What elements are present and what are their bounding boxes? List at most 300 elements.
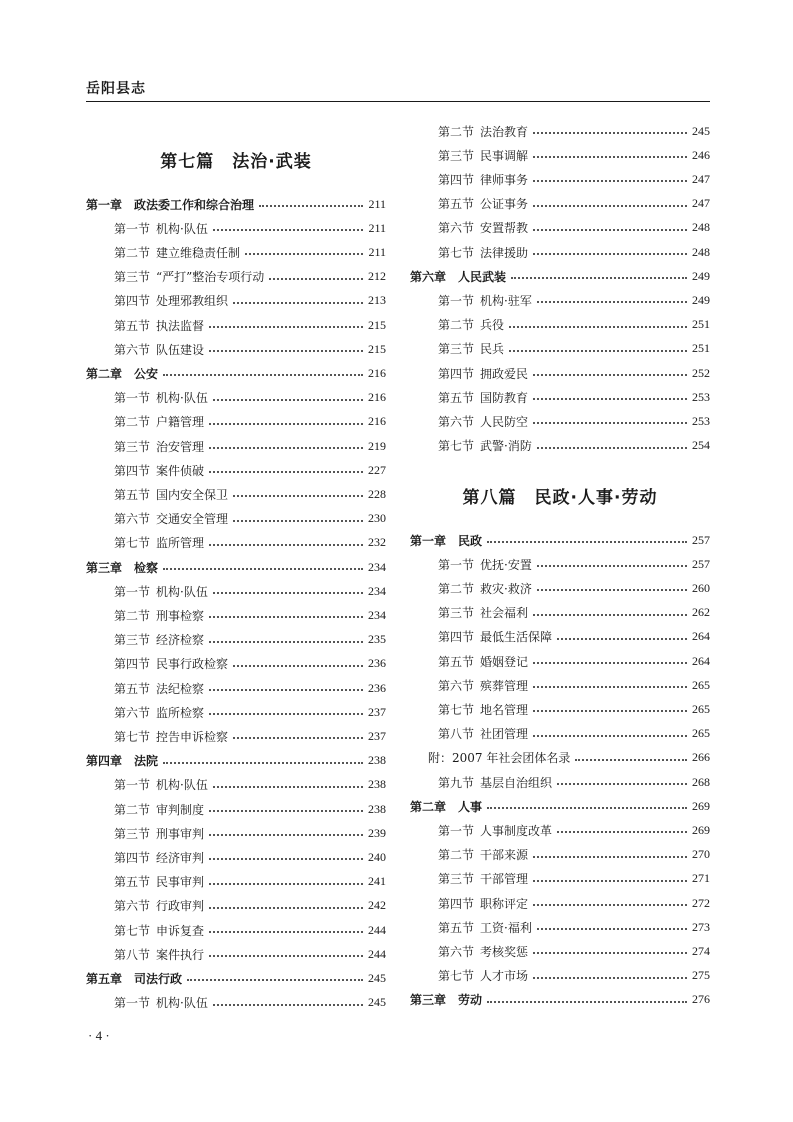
toc-entry-page: 271 <box>692 871 710 886</box>
toc-entry-title: 救灾·救济 <box>480 581 532 596</box>
toc-entry-page: 269 <box>692 798 710 813</box>
toc-section-entry[interactable] <box>86 533 386 553</box>
toc-section-entry[interactable] <box>86 630 386 650</box>
toc-section-entry[interactable] <box>86 993 386 1013</box>
toc-section-entry[interactable] <box>410 339 710 359</box>
toc-section-entry[interactable] <box>86 944 386 964</box>
dot-leader <box>575 759 687 761</box>
toc-section-entry[interactable] <box>410 194 710 214</box>
dot-leader <box>233 665 363 667</box>
toc-section-entry[interactable] <box>410 820 710 840</box>
toc-entry-label <box>86 801 204 818</box>
toc-entry-label <box>410 195 528 212</box>
toc-entry-number: 第五节 <box>438 390 475 405</box>
toc-entry-page: 252 <box>692 365 710 380</box>
toc-section-entry[interactable] <box>86 460 386 480</box>
toc-entry-page: 232 <box>368 535 386 550</box>
toc-entry-label <box>410 532 482 549</box>
toc-entry-label <box>410 389 528 406</box>
toc-section-entry[interactable] <box>410 627 710 647</box>
toc-chapter-entry[interactable] <box>410 796 710 816</box>
toc-section-entry[interactable] <box>86 896 386 916</box>
toc-entry-page: 211 <box>368 244 386 259</box>
toc-entry-title: 队伍建设 <box>156 342 205 357</box>
toc-section-entry[interactable] <box>410 121 710 141</box>
toc-entry-page: 246 <box>692 147 710 162</box>
toc-entry-number: 第一节 <box>114 996 151 1011</box>
toc-entry-page: 249 <box>692 268 710 283</box>
dot-leader <box>557 831 687 833</box>
toc-section-entry[interactable] <box>86 388 386 408</box>
toc-entry-title: 法律援助 <box>480 245 529 260</box>
toc-entry-title: 民政 <box>458 533 483 548</box>
toc-section-entry[interactable] <box>410 387 710 407</box>
toc-entry-label <box>410 580 532 597</box>
dot-leader <box>533 422 687 424</box>
toc-entry-number: 第二节 <box>438 848 475 863</box>
toc-entry-number: 第四节 <box>114 463 151 478</box>
toc-section-entry[interactable] <box>86 726 386 746</box>
toc-entry-label <box>410 244 528 261</box>
toc-entry-page: 274 <box>692 943 710 958</box>
toc-entry-number: 第五章 <box>86 971 123 986</box>
toc-entry-title: 民事审判 <box>156 875 205 890</box>
toc-entry-title: 社会福利 <box>480 606 529 621</box>
toc-entry-page: 264 <box>692 629 710 644</box>
dot-leader <box>533 710 687 712</box>
toc-section-entry[interactable] <box>410 578 710 598</box>
toc-entry-page: 265 <box>692 677 710 692</box>
toc-entry-number: 第三节 <box>114 439 151 454</box>
toc-entry-page: 235 <box>368 632 386 647</box>
toc-entry-number: 第七节 <box>114 729 151 744</box>
toc-section-entry[interactable] <box>410 966 710 986</box>
toc-entry-label <box>410 437 532 454</box>
toc-entry-number: 第二节 <box>438 581 475 596</box>
dot-leader <box>245 253 363 255</box>
toc-entry-page: 213 <box>368 293 386 308</box>
dot-leader <box>187 979 363 981</box>
toc-entry-page: 275 <box>692 968 710 983</box>
page-number: · 4 · <box>88 1028 110 1043</box>
toc-entry-label <box>86 752 158 769</box>
toc-entry-number: 第八节 <box>438 727 475 742</box>
toc-entry-page: 257 <box>692 532 710 547</box>
toc-entry-label <box>410 219 528 236</box>
toc-section-entry[interactable] <box>86 412 386 432</box>
toc-entry-title: 人民防空 <box>480 414 529 429</box>
toc-entry-number: 第二节 <box>114 802 151 817</box>
toc-entry-title: 法院 <box>134 754 159 769</box>
toc-entry-page: 248 <box>692 244 710 259</box>
toc-chapter-entry[interactable] <box>86 751 386 771</box>
toc-section-entry[interactable] <box>86 484 386 504</box>
toc-entry-number: 第六节 <box>438 221 475 236</box>
toc-entry-title: 控告申诉检察 <box>156 729 229 744</box>
toc-entry-label <box>410 653 528 670</box>
toc-entry-label <box>410 749 570 766</box>
toc-entry-title: 职称评定 <box>480 896 529 911</box>
toc-section-entry[interactable] <box>410 699 710 719</box>
toc-entry-title: 拥政爱民 <box>480 366 529 381</box>
toc-chapter-entry[interactable] <box>86 194 386 214</box>
toc-entry-label <box>86 655 228 672</box>
toc-entry-page: 236 <box>368 680 386 695</box>
toc-entry-title: 国防教育 <box>480 390 529 405</box>
dot-leader <box>533 205 687 207</box>
dot-leader <box>209 883 363 885</box>
toc-section-entry[interactable] <box>410 363 710 383</box>
toc-entry-label <box>410 774 552 791</box>
toc-entry-label <box>410 365 528 382</box>
toc-entry-label <box>86 559 158 576</box>
toc-entry-number: 第四章 <box>86 754 123 769</box>
toc-entry-title: 民兵 <box>480 342 505 357</box>
dot-leader <box>533 374 687 376</box>
toc-chapter-entry[interactable] <box>410 530 710 550</box>
toc-entry-label <box>86 268 264 285</box>
toc-entry-page: 244 <box>368 922 386 937</box>
toc-entry-page: 268 <box>692 774 710 789</box>
toc-entry-title: 案件执行 <box>156 947 205 962</box>
toc-entry-title: 民事行政检察 <box>156 657 229 672</box>
toc-entry-number: 第七节 <box>438 969 475 984</box>
toc-entry-label <box>410 292 532 309</box>
toc-section-entry[interactable] <box>410 145 710 165</box>
toc-entry-page: 237 <box>368 704 386 719</box>
dot-leader <box>209 616 363 618</box>
toc-entry-number: 第四节 <box>438 630 475 645</box>
toc-entry-page: 216 <box>368 414 386 429</box>
toc-section-entry[interactable] <box>86 775 386 795</box>
toc-entry-label <box>410 628 552 645</box>
toc-entry-title: 殡葬管理 <box>480 678 529 693</box>
dot-leader <box>209 423 363 425</box>
toc-section-entry[interactable] <box>86 436 386 456</box>
toc-entry-number: 第五节 <box>438 920 475 935</box>
toc-entry-page: 234 <box>368 607 386 622</box>
toc-section-entry[interactable] <box>86 581 386 601</box>
toc-entry-number: 第六节 <box>438 944 475 959</box>
dot-leader <box>163 374 363 376</box>
toc-section-entry[interactable] <box>410 772 710 792</box>
toc-entry-label <box>410 147 528 164</box>
toc-entry-number: 第二节 <box>114 415 151 430</box>
toc-entry-label <box>86 389 208 406</box>
dot-leader <box>209 544 363 546</box>
toc-entry-page: 251 <box>692 317 710 332</box>
toc-entry-page: 262 <box>692 605 710 620</box>
toc-entry-title: “严打”整治专项行动 <box>156 270 265 285</box>
toc-entry-number: 第六节 <box>114 512 151 527</box>
toc-section-entry[interactable] <box>410 169 710 189</box>
toc-section-entry[interactable] <box>410 218 710 238</box>
toc-section-entry[interactable] <box>410 554 710 574</box>
toc-entry-label <box>86 510 228 527</box>
toc-entry-page: 242 <box>368 898 386 913</box>
toc-entry-title: 经济检察 <box>156 633 205 648</box>
toc-section-entry[interactable] <box>86 702 386 722</box>
dot-leader <box>209 641 363 643</box>
toc-entry-label <box>86 873 204 890</box>
toc-entry-title: 政法委工作和综合治理 <box>134 197 255 212</box>
toc-chapter-entry[interactable] <box>86 557 386 577</box>
toc-entry-page: 266 <box>692 750 710 765</box>
dot-leader <box>537 589 687 591</box>
toc-entry-number: 第四节 <box>114 850 151 865</box>
toc-entry-number: 第七节 <box>438 245 475 260</box>
dot-leader <box>213 229 364 231</box>
toc-entry-title: 交通安全管理 <box>156 512 229 527</box>
toc-entry-number: 第六节 <box>438 678 475 693</box>
toc-entry-title: 武警·消防 <box>480 439 532 454</box>
toc-entry-title: 优抚·安置 <box>480 557 532 572</box>
toc-section-entry[interactable] <box>86 267 386 287</box>
toc-entry-number: 第三节 <box>114 270 151 285</box>
toc-section-entry[interactable] <box>86 605 386 625</box>
toc-entry-title: 检察 <box>134 560 159 575</box>
toc-entry-page: 245 <box>692 123 710 138</box>
toc-entry-number: 第七节 <box>438 439 475 454</box>
toc-entry-number: 第一节 <box>114 391 151 406</box>
toc-entry-number: 第四节 <box>438 366 475 381</box>
toc-entry-page: 249 <box>692 292 710 307</box>
toc-section-entry[interactable] <box>410 941 710 961</box>
toc-entry-label <box>410 171 528 188</box>
dot-leader <box>533 686 687 688</box>
toc-entry-page: 244 <box>368 946 386 961</box>
toc-entry-title: 人事制度改革 <box>480 823 553 838</box>
toc-section-entry[interactable] <box>86 218 386 238</box>
toc-entry-title: 执法监督 <box>156 318 205 333</box>
toc-entry-number: 第九节 <box>438 775 475 790</box>
toc-section-entry[interactable] <box>410 869 710 889</box>
toc-chapter-entry[interactable] <box>410 990 710 1010</box>
toc-entry-number: 第一节 <box>114 584 151 599</box>
toc-section-entry[interactable] <box>86 654 386 674</box>
toc-entry-title: 行政审判 <box>156 899 205 914</box>
toc-section-entry[interactable] <box>410 603 710 623</box>
toc-section-entry[interactable] <box>410 411 710 431</box>
toc-entry-label <box>410 846 528 863</box>
toc-entry-label <box>86 897 204 914</box>
toc-entry-label <box>86 317 204 334</box>
toc-entry-label <box>410 413 528 430</box>
toc-entry-number: 第七节 <box>114 536 151 551</box>
toc-section-entry[interactable] <box>410 436 710 456</box>
toc-section-entry[interactable] <box>86 872 386 892</box>
toc-section-entry[interactable] <box>410 675 710 695</box>
toc-entry-page: 253 <box>692 389 710 404</box>
toc-entry-title: 刑事检察 <box>156 608 205 623</box>
toc-section-entry[interactable] <box>86 823 386 843</box>
toc-entry-page: 251 <box>692 341 710 356</box>
toc-entry-number: 第三章 <box>410 993 447 1008</box>
toc-entry-title: 户籍管理 <box>156 415 205 430</box>
toc-entry-title: 律师事务 <box>480 172 529 187</box>
toc-entry-number: 第一节 <box>438 293 475 308</box>
toc-chapter-entry[interactable] <box>410 266 710 286</box>
toc-entry-label <box>86 607 204 624</box>
toc-section-entry[interactable] <box>410 315 710 335</box>
toc-section-entry[interactable] <box>86 678 386 698</box>
dot-leader <box>209 907 363 909</box>
toc-entry-title: 机构·队伍 <box>156 391 208 406</box>
toc-entry-number: 第八节 <box>114 947 151 962</box>
dot-leader <box>233 737 363 739</box>
toc-entry-page: 216 <box>368 390 386 405</box>
toc-entry-title: 人事 <box>458 799 483 814</box>
toc-section-entry[interactable] <box>86 847 386 867</box>
toc-section-entry[interactable] <box>86 315 386 335</box>
dot-leader <box>533 880 687 882</box>
dot-leader <box>533 398 687 400</box>
toc-entry-number: 第二节 <box>114 608 151 623</box>
toc-entry-label <box>86 970 182 987</box>
toc-entry-page: 272 <box>692 895 710 910</box>
header-rule <box>86 101 710 102</box>
toc-entry-title: 干部来源 <box>480 848 529 863</box>
toc-entry-label <box>86 583 208 600</box>
dot-leader <box>213 399 363 401</box>
toc-entry-label <box>410 991 482 1008</box>
toc-entry-number: 第二章 <box>410 799 447 814</box>
toc-entry-number: 第三节 <box>438 148 475 163</box>
toc-entry-title: 案件侦破 <box>156 463 205 478</box>
toc-entry-number: 第三节 <box>114 633 151 648</box>
toc-entry-label <box>410 870 528 887</box>
toc-appendix-entry[interactable] <box>410 748 710 768</box>
toc-chapter-entry[interactable] <box>86 363 386 383</box>
toc-entry-page: 245 <box>368 995 386 1010</box>
toc-entry-number: 第六节 <box>114 342 151 357</box>
toc-entry-label <box>86 728 228 745</box>
toc-entry-title: 机构·队伍 <box>156 778 208 793</box>
toc-entry-label <box>410 316 504 333</box>
dot-leader <box>209 689 363 691</box>
toc-entry-title: 公证事务 <box>480 197 529 212</box>
dot-leader <box>487 541 687 543</box>
dot-leader <box>537 301 687 303</box>
toc-section-entry[interactable] <box>86 339 386 359</box>
toc-section-entry[interactable] <box>410 917 710 937</box>
toc-section-entry[interactable] <box>410 845 710 865</box>
toc-section-entry[interactable] <box>410 651 710 671</box>
toc-entry-number: 第五节 <box>114 875 151 890</box>
toc-entry-number: 第一章 <box>410 533 447 548</box>
toc-entry-title: 申诉复查 <box>156 923 205 938</box>
toc-entry-label <box>86 994 208 1011</box>
toc-entry-title: 工资·福利 <box>480 920 532 935</box>
dot-leader <box>213 1004 363 1006</box>
toc-entry-title: 法纪检察 <box>156 681 205 696</box>
toc-entry-number: 第二节 <box>438 318 475 333</box>
toc-entry-title: 经济审判 <box>156 850 205 865</box>
toc-entry-number: 第五节 <box>114 681 151 696</box>
toc-entry-page: 254 <box>692 438 710 453</box>
toc-entry-page: 273 <box>692 919 710 934</box>
toc-entry-label <box>86 534 204 551</box>
toc-entry-page: 238 <box>368 801 386 816</box>
toc-entry-label <box>410 556 532 573</box>
toc-entry-title: 机构·队伍 <box>156 221 208 236</box>
toc-section-entry[interactable] <box>410 290 710 310</box>
dot-leader <box>209 713 363 715</box>
toc-entry-label <box>86 365 158 382</box>
toc-entry-title: 国内安全保卫 <box>156 487 229 502</box>
toc-entry-page: 236 <box>368 656 386 671</box>
dot-leader <box>533 952 687 954</box>
dot-leader <box>233 520 363 522</box>
toc-section-entry[interactable] <box>86 291 386 311</box>
toc-entry-number: 第六章 <box>410 269 447 284</box>
toc-entry-label <box>410 268 506 285</box>
toc-entry-label <box>86 438 204 455</box>
toc-entry-label <box>410 701 528 718</box>
toc-entry-label <box>410 340 504 357</box>
toc-section-entry[interactable] <box>410 242 710 262</box>
dot-leader <box>209 810 363 812</box>
toc-entry-title: 劳动 <box>458 993 483 1008</box>
toc-entry-label <box>86 486 228 503</box>
toc-entry-title: 建立维稳责任制 <box>156 245 241 260</box>
part-title-seven: 第七篇 法治·武装 <box>160 152 312 172</box>
toc-entry-page: 239 <box>368 825 386 840</box>
dot-leader <box>209 447 363 449</box>
toc-entry-title: 基层自治组织 <box>480 775 553 790</box>
toc-section-entry[interactable] <box>86 242 386 262</box>
toc-entry-label <box>86 680 204 697</box>
toc-entry-label <box>410 123 528 140</box>
toc-entry-label <box>86 244 240 261</box>
toc-entry-label <box>410 725 528 742</box>
toc-section-entry[interactable] <box>410 893 710 913</box>
toc-section-entry[interactable] <box>86 509 386 529</box>
running-head: 岳阳县志 <box>86 81 146 97</box>
toc-entry-title: 2007 年社会团体名录 <box>452 751 571 766</box>
dot-leader <box>209 955 363 957</box>
toc-entry-title: 社团管理 <box>480 727 529 742</box>
toc-entry-label <box>86 220 208 237</box>
toc-chapter-entry[interactable] <box>86 968 386 988</box>
toc-section-entry[interactable] <box>410 724 710 744</box>
toc-entry-page: 234 <box>368 583 386 598</box>
toc-section-entry[interactable] <box>86 920 386 940</box>
toc-entry-label <box>86 776 208 793</box>
toc-section-entry[interactable] <box>86 799 386 819</box>
toc-entry-number: 第六节 <box>114 705 151 720</box>
toc-entry-page: 216 <box>368 365 386 380</box>
dot-leader <box>487 807 687 809</box>
dot-leader <box>533 614 687 616</box>
toc-entry-number: 附： <box>428 751 453 766</box>
toc-entry-title: 民事调解 <box>480 148 529 163</box>
toc-entry-label <box>86 196 254 213</box>
dot-leader <box>213 592 363 594</box>
toc-entry-page: 215 <box>368 341 386 356</box>
dot-leader <box>533 180 687 182</box>
toc-entry-page: 265 <box>692 726 710 741</box>
toc-entry-page: 260 <box>692 580 710 595</box>
toc-entry-title: 机构·队伍 <box>156 584 208 599</box>
toc-entry-page: 234 <box>368 559 386 574</box>
dot-leader <box>233 302 363 304</box>
dot-leader <box>509 350 687 352</box>
toc-entry-title: 法治教育 <box>480 124 529 139</box>
toc-entry-page: 247 <box>692 171 710 186</box>
toc-entry-page: 253 <box>692 413 710 428</box>
toc-entry-title: 机构·队伍 <box>156 996 208 1011</box>
